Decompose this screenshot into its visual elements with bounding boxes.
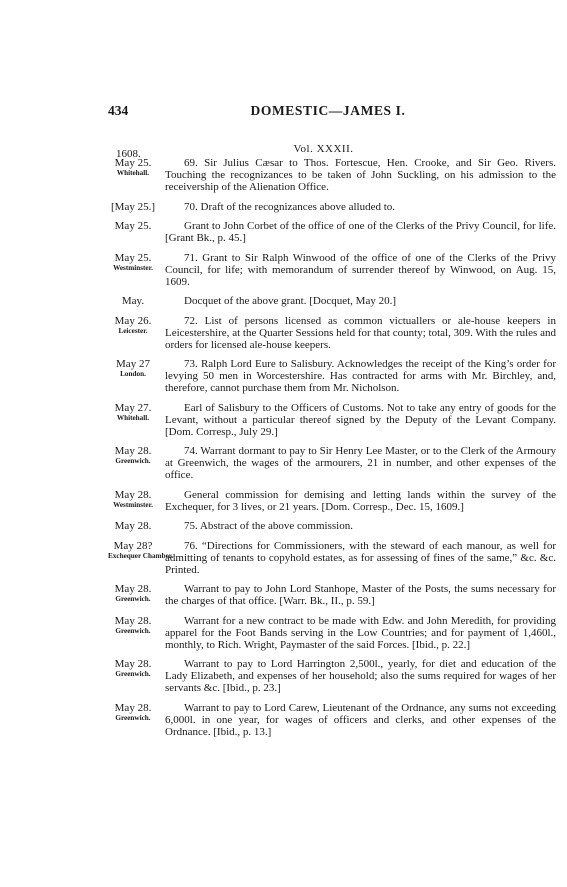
calendar-entry	[108, 220, 556, 244]
entry-date: May 26.	[114, 314, 152, 327]
calendar-entry	[108, 157, 556, 193]
entry-date: May 28.	[114, 488, 152, 501]
entry-date: May 25.	[114, 220, 152, 232]
volume-label: Vol. XXXII.	[293, 143, 354, 155]
entry-text: 72. List of persons licensed as common victuallers or ale-house keepers in Leicestershire, at the Quarter Sessions held for that county; total, 309. With the rules and orders for licensed ale-house keepers.	[165, 314, 556, 351]
entry-text: 69. Sir Julius Cæsar to Thos. Fortescue, Hen. Crooke, and Sir Geo. Rivers. Touching the recognizances to be taken of John Suckling, on his admission to the receivership of the Alienation Office.	[165, 157, 556, 193]
calendar-entry	[108, 445, 556, 481]
entry-place: Greenwich.	[115, 595, 151, 603]
entry-text: Grant to John Corbet of the office of one of the Clerks of the Privy Council, for life. [Grant Bk., p. 45.]	[165, 220, 556, 244]
calendar-entry	[108, 201, 556, 213]
entry-place: Greenwich.	[115, 670, 151, 678]
calendar-entry	[108, 252, 556, 288]
entry-place: Greenwich.	[115, 626, 151, 635]
entry-text: Warrant to pay to John Lord Stanhope, Master of the Posts, the sums necessary for the charges of that office. [Warr. Bk., II., p. 59.]	[165, 583, 556, 607]
entry-date: May 27	[116, 358, 150, 370]
calendar-entry	[108, 583, 556, 607]
calendar-entry	[108, 520, 556, 532]
calendar-entry	[108, 489, 556, 513]
calendar-entry	[108, 658, 556, 694]
entry-place: Whitehall.	[116, 413, 150, 422]
page-header	[108, 103, 548, 123]
entry-place: Westminster.	[113, 500, 153, 509]
entry-date: May.	[121, 295, 145, 307]
entry-text: Docquet of the above grant. [Docquet, May 20.]	[184, 295, 396, 307]
entry-text: 74. Warrant dormant to pay to Sir Henry Lee Master, or to the Clerk of the Armoury at Greenwich, the wages of the armourers, 21 in number, and other expenses of the office.	[165, 445, 556, 481]
calendar-entry	[108, 402, 556, 438]
entry-place: Greenwich.	[115, 457, 151, 465]
entry-text: Earl of Salisbury to the Officers of Customs. Not to take any entry of goods for the Levant, without a particular thereof signed by the Deputy of the Levant Company. [Dom. Corresp., July 29.]	[165, 401, 556, 438]
entry-date: May 28?	[113, 539, 153, 552]
entry-text: 73. Ralph Lord Eure to Salisbury. Acknowledges the receipt of the King’s order for levying 50 men in Worcestershire. Has contracted for arms with Mr. Birchley, and, therefore, cannot purchase them from Mr. Nicholson.	[165, 358, 556, 394]
running-head: DOMESTIC—JAMES I.	[250, 103, 406, 118]
entry-date: May 25.	[114, 251, 152, 264]
entry-date: May 25.	[114, 157, 152, 169]
entry-date: May 28.	[114, 583, 152, 595]
entry-text: Warrant for a new contract to be made with Edw. and John Meredith, for providing apparel for the Foot Bands serving in the Low Countries; and for payment of 1,460l., monthly, to Rich. Wright, Paymaster of the said Forces. [Ibid., p. 22.]	[165, 614, 556, 651]
entry-text: 75. Abstract of the above commission.	[184, 520, 353, 532]
entry-date: May 28.	[114, 520, 152, 532]
entry-place: London.	[120, 370, 146, 378]
entry-text: Warrant to pay to Lord Harrington 2,500l., yearly, for diet and education of the Lady Elizabeth, and expenses of her household; also the sums required for wages of her servants &c. [Ibid., p. 23.]	[165, 658, 556, 694]
calendar-entry	[108, 702, 556, 738]
calendar-entry	[108, 615, 556, 651]
entry-place: Leicester.	[118, 326, 148, 335]
entry-text: 70. Draft of the recognizances above alluded to.	[184, 200, 396, 213]
calendar-entries	[108, 157, 556, 745]
year-label: 1608.	[116, 148, 141, 160]
entry-date: May 28.	[114, 658, 152, 670]
calendar-entry	[108, 358, 556, 394]
entry-text: 76. “Directions for Commissioners, with the steward of each manour, as well for admitting of tenants to copyhold estates, as for assessing of fines of the same,” &c. &c. Printed.	[165, 539, 556, 576]
calendar-entry	[108, 295, 556, 307]
entry-date: May 28.	[114, 701, 152, 714]
entry-date: May 27.	[114, 401, 152, 414]
entry-date: [May 25.]	[111, 200, 155, 213]
entry-date: May 28.	[114, 445, 152, 457]
entry-place: Greenwich.	[115, 713, 151, 722]
entry-text: Warrant to pay to Lord Carew, Lieutenant of the Ordnance, any sums not exceeding 6,000l. in one year, for wages of officers and clerks, and other expenses of the Ordnance. [Ibid., p. 13.]	[165, 701, 556, 738]
entry-place: Whitehall.	[116, 169, 150, 177]
entry-place: Exchequer Chamber.	[108, 551, 174, 560]
calendar-entry	[108, 540, 556, 576]
page-number: 434	[108, 103, 129, 118]
entry-place: Westminster.	[113, 263, 153, 272]
entry-date: May 28.	[114, 614, 152, 627]
entry-text: 71. Grant to Sir Ralph Winwood of the office of one of the Clerks of the Privy Council, for life; with memorandum of surrender thereof by Winwood, on Aug. 15, 1609.	[165, 251, 556, 288]
calendar-entry	[108, 315, 556, 351]
entry-text: General commission for demising and letting lands within the survey of the Exchequer, for 3 lives, or 21 years. [Dom. Corresp., Dec. 15, 1609.]	[165, 488, 556, 513]
